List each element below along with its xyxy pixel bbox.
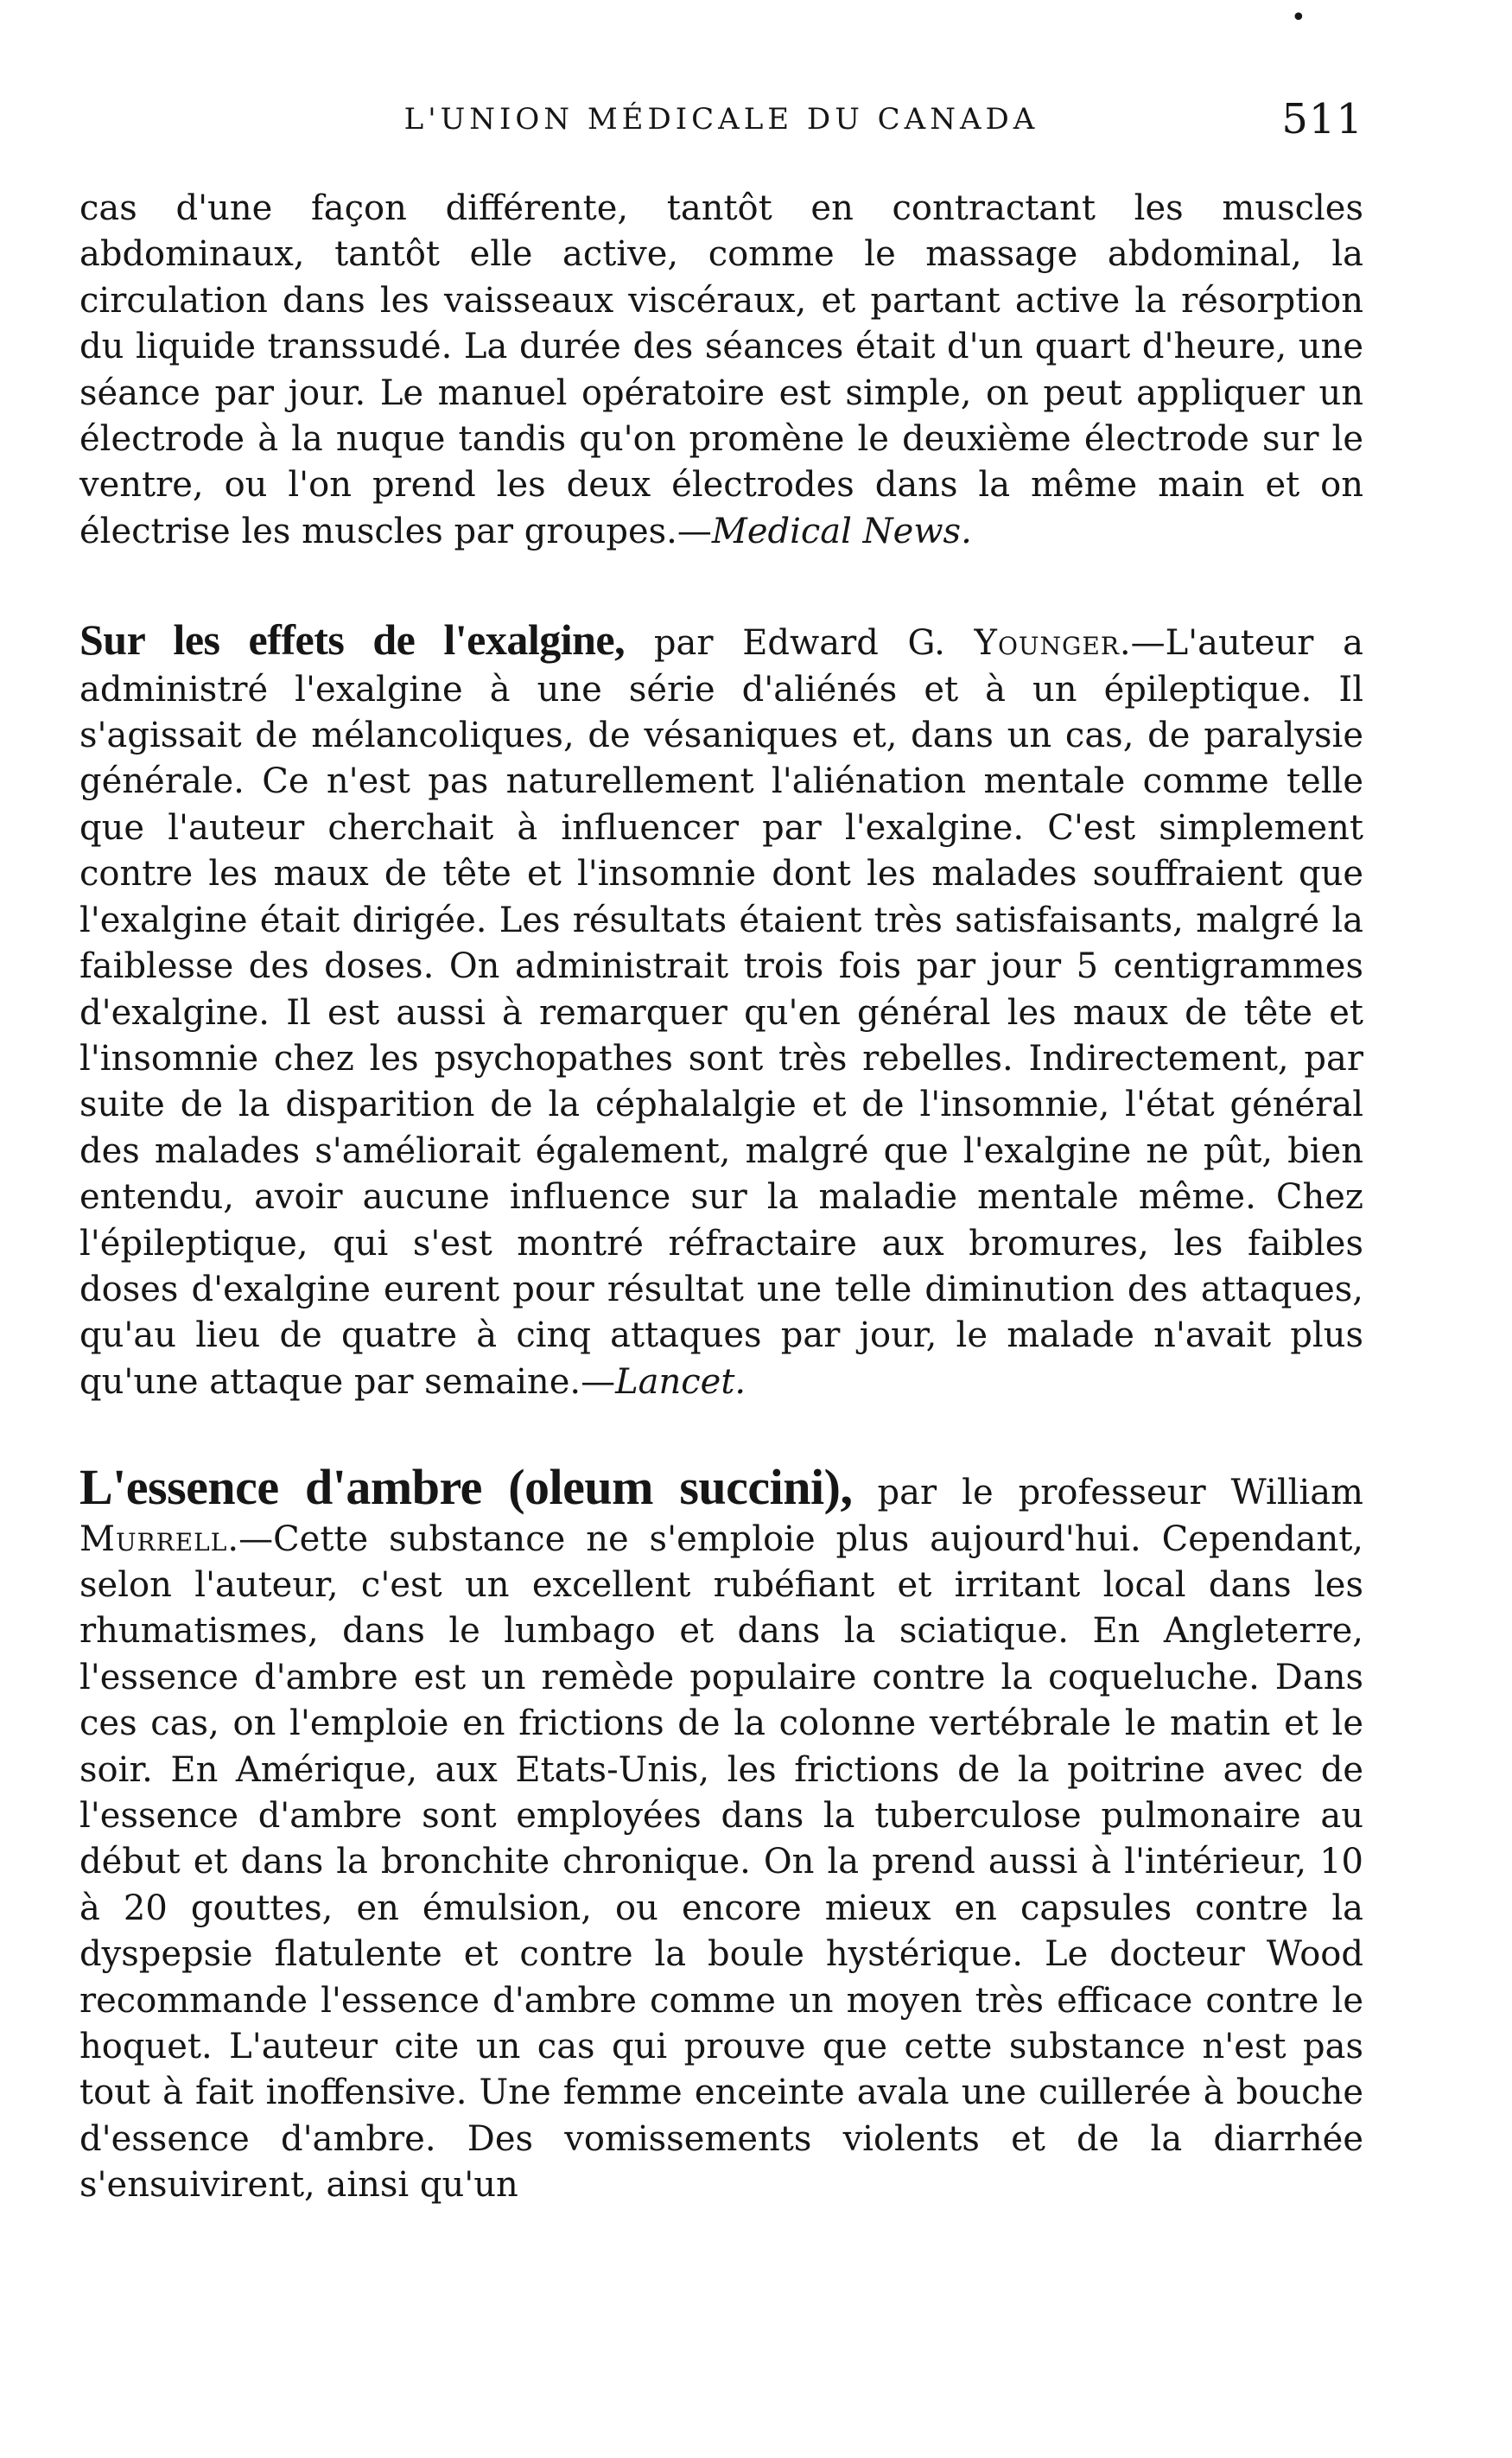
article-exalgine: [79, 617, 1363, 1405]
page-header: [79, 95, 1363, 154]
paragraph-text: cas d'une façon différente, tantôt en contractant les muscles abdominaux, tantôt elle active, comme le massage abdominal, la circulation dans les vaisseaux viscéraux, et partant active la résorption du liquide transsudé. La durée des séances était d'un quart d'heure, une séance par jour. Le manuel opératoire est simple, on peut appliquer un électrode à la nuque tandis qu'on promène le deuxième électrode sur le ventre, ou l'on prend les deux électrodes dans la même main et on électrise les muscles par groupes.—: [79, 188, 1363, 551]
source-citation: Medical News.: [711, 511, 972, 551]
article-text: .—Cette substance ne s'emploie plus aujourd'hui. Cependant, selon l'auteur, c'est un excellent rubéfiant et irritant local dans les rhumatismes, dans le lumbago et dans la sciatique. En Angleterre, l'essence d'ambre est un remède populaire contre la coqueluche. Dans ces cas, on l'emploie en frictions de la colonne vertébrale le matin et le soir. En Amérique, aux Etats-Unis, les frictions de la poitrine avec de l'essence d'ambre sont employées dans la tuberculose pulmonaire au début et dans la bronchite chronique. On la prend aussi à l'intérieur, 10 à 20 gouttes, en émulsion, ou encore mieux en capsules contre la dyspepsie flatulente et contre la boule hystérique. Le docteur Wood recommande l'essence d'ambre comme un moyen très efficace contre le hoquet. L'auteur cite un cas qui prouve que cette substance n'est pas tout à fait inoffensive. Une femme enceinte avala une cuillerée à bouche d'essence d'ambre. Des vomissements violents et de la diarrhée s'ensuivirent, ainsi qu'un: [79, 1519, 1363, 2206]
top-dot-mark: •: [1291, 3, 1306, 33]
article-author: Younger: [974, 623, 1120, 664]
running-head: L'UNION MÉDICALE DU CANADA: [403, 102, 1039, 137]
source-citation: Lancet.: [615, 1361, 746, 1402]
article-text: .—L'auteur a administré l'exalgine à une série d'aliénés et à un épileptique. Il s'agissait de mélancoliques, de vésaniques et, dans un cas, de paralysie générale. Ce n'est pas naturellement l'aliénation mentale comme telle que l'auteur cherchait à influencer par l'exalgine. C'est simplement contre les maux de tête et l'insomnie dont les malades souffraient que l'exalgine était dirigée. Les résultats étaient très satisfaisants, malgré la faiblesse des doses. On administrait trois fois par jour 5 centigrammes d'exalgine. Il est aussi à remarquer qu'en général les maux de tête et l'insomnie chez les psychopathes sont très rebelles. Indirectement, par suite de la disparition de la céphalalgie et de l'insomnie, l'état général des malades s'améliorait également, malgré que l'exalgine ne pût, bien entendu, avoir aucune influence sur la maladie mentale même. Chez l'épileptique, qui s'est montré réfractaire aux bromures, les faibles doses d'exalgine eurent pour résultat une telle diminution des attaques, qu'au lieu de quatre à cinq attaques par jour, le malade n'avait plus qu'une attaque par semaine.—: [79, 623, 1364, 1402]
article-author: Murrell: [79, 1519, 228, 1559]
page-number: 511: [1281, 95, 1363, 143]
page-body: [79, 186, 1363, 2209]
paragraph-spacer: [79, 555, 1363, 617]
article-title: Sur les effets de l'exalgine,: [79, 615, 626, 665]
article-amber-essence: [79, 1459, 1363, 2209]
article-byline: par le professeur William: [852, 1473, 1363, 1513]
paragraph-electrotherapy: [79, 186, 1363, 555]
article-title: L'essence d'ambre (oleum succini),: [79, 1459, 853, 1516]
paragraph-spacer: [79, 1405, 1363, 1464]
article-byline: par Edward G.: [625, 623, 975, 664]
